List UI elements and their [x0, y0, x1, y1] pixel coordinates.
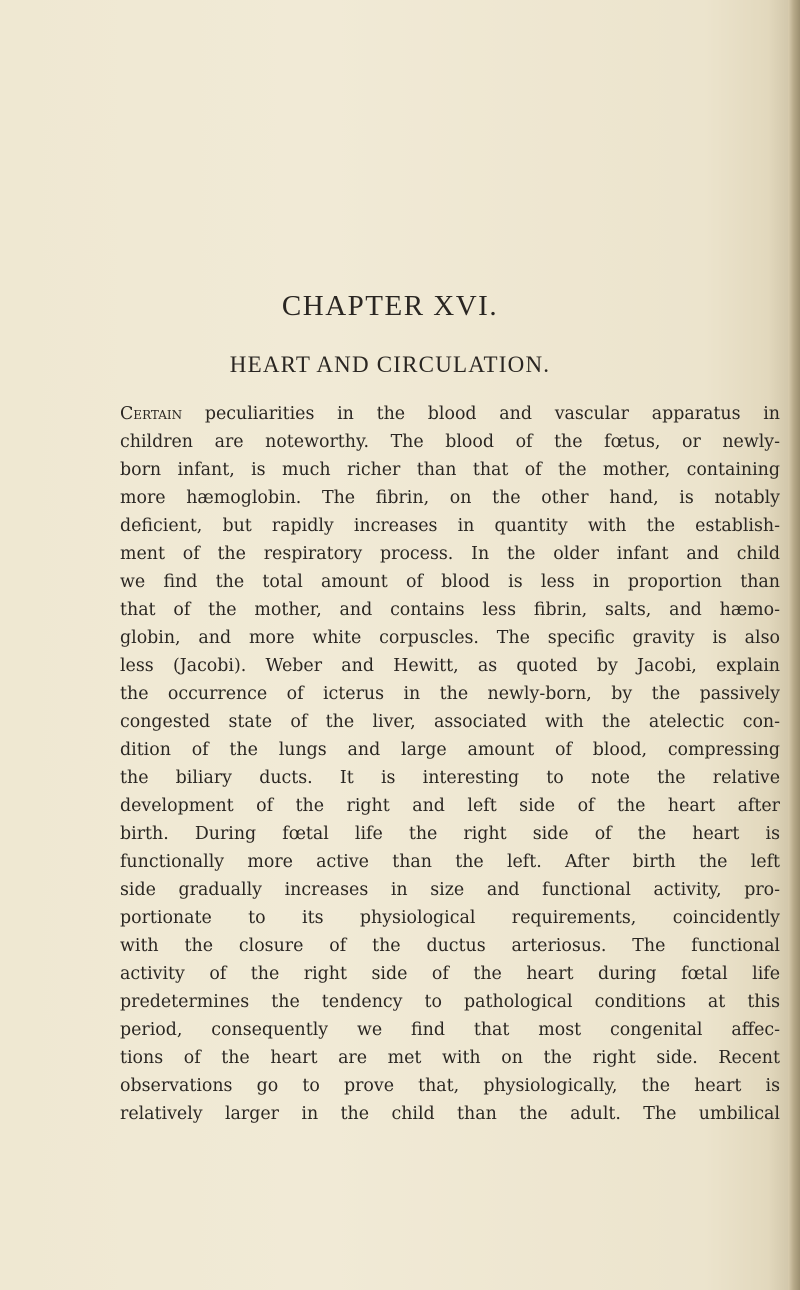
text-line: relatively larger in the child than the adult. The umbilical: [120, 1104, 780, 1124]
text-line: the biliary ducts. It is interesting to note the relative: [120, 768, 780, 788]
text-line: that of the mother, and contains less fibrin, salts, and hæmo-: [120, 600, 780, 620]
text-line: children are noteworthy. The blood of the fœtus, or newly-: [120, 432, 780, 452]
text-line: predetermines the tendency to pathological conditions at this: [120, 992, 780, 1012]
text-line: less (Jacobi). Weber and Hewitt, as quoted by Jacobi, explain: [120, 656, 780, 676]
section-heading: HEART AND CIRCULATION.: [229, 352, 551, 377]
opening-word: Certain: [120, 404, 183, 424]
text-line: born infant, is much richer than that of the mother, containing: [120, 460, 780, 480]
text-line: ment of the respiratory process. In the older infant and child: [120, 544, 780, 564]
text-line: activity of the right side of the heart during fœtal life: [120, 964, 780, 984]
page-edge: [788, 0, 800, 1290]
text-line: dition of the lungs and large amount of blood, compressing: [120, 740, 780, 760]
text-line: congested state of the liver, associated with the atelectic con-: [120, 712, 780, 732]
text-line: portionate to its physiological requirements, coincidently: [120, 908, 780, 928]
text-line: deficient, but rapidly increases in quantity with the establish-: [120, 516, 780, 536]
text-line: functionally more active than the left. After birth the left: [120, 852, 780, 872]
text-line: the occurrence of icterus in the newly-born, by the passively: [120, 684, 780, 704]
text-line: with the closure of the ductus arteriosus. The functional: [120, 936, 780, 956]
text-line: globin, and more white corpuscles. The specific gravity is also: [120, 628, 780, 648]
text-line: period, consequently we find that most congenital affec-: [120, 1020, 780, 1040]
body-paragraph: [120, 400, 780, 1128]
text-line: more hæmoglobin. The fibrin, on the other hand, is notably: [120, 488, 780, 508]
text-line: development of the right and left side of the heart after: [120, 796, 780, 816]
text-line: we find the total amount of blood is less in proportion than: [120, 572, 780, 592]
text-line: birth. During fœtal life the right side of the heart is: [120, 824, 780, 844]
chapter-heading: CHAPTER XVI.: [281, 290, 499, 322]
text-line: observations go to prove that, physiologically, the heart is: [120, 1076, 780, 1096]
text-line: tions of the heart are met with on the right side. Recent: [120, 1048, 780, 1068]
text-line: side gradually increases in size and functional activity, pro-: [120, 880, 780, 900]
text-line: Certain peculiarities in the blood and vascular apparatus in: [120, 404, 780, 424]
